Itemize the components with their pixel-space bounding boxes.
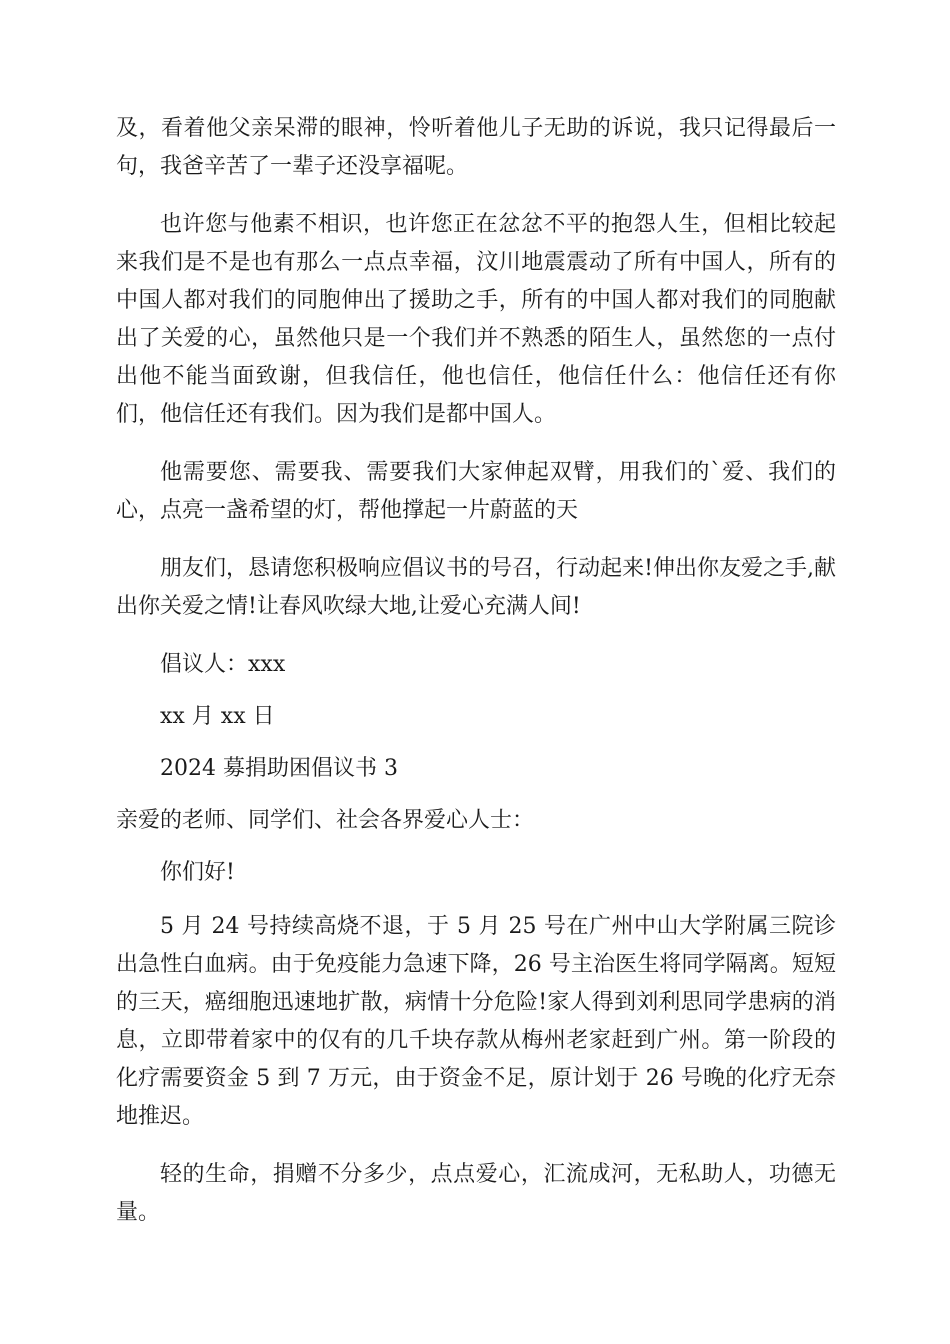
document-page — [116, 110, 836, 1232]
paragraph-sympathy: 也许您与他素不相识，也许您正在忿忿不平的抱怨人生，但相比较起来我们是不是也有那么一点点幸福，汶川地震震动了所有中国人，所有的中国人都对我们的同胞伸出了援助之手，所有的中国人都对我们的同胞献出了关爱的心，虽然他只是一个我们并不熟悉的陌生人，虽然您的一点付出他不能当面致谢，但我信任，他也信任，他信任什么：他信任还有你们，他信任还有我们。因为我们是都中国人。 — [116, 212, 836, 427]
signature-date: xx 月 xx 日 — [160, 704, 275, 729]
paragraph-illness-story: 5 月 24 号持续高烧不退，于 5 月 25 号在广州中山大学附属三院诊出急性白血病。由于免疫能力急速下降，26 号主治医生将同学隔离。短短的三天，癌细胞迅速地扩散，病情十分危险!家人得到刘利思同学患病的消息，立即带着家中的仅有的几千块存款从梅州老家赶到广州。第一阶段的化疗需要资金 5 到 7 万元，由于资金不足，原计划于 26 号晚的化疗无奈地推迟。 — [116, 914, 836, 1129]
section-title: 2024 募捐助困倡议书 3 — [160, 756, 398, 781]
paragraph-continuation: 及，看着他父亲呆滞的眼神，怜听着他儿子无助的诉说，我只记得最后一句，我爸辛苦了一辈子还没享福呢。 — [116, 116, 836, 179]
paragraph-call-to-action: 朋友们，恳请您积极响应倡议书的号召，行动起来!伸出你友爱之手,献出你关爱之情!让春风吹绿大地,让爱心充满人间! — [116, 556, 836, 619]
proposer-signature: 倡议人：xxx — [160, 652, 286, 677]
paragraph-closing: 轻的生命，捐赠不分多少，点点爱心，汇流成河，无私助人，功德无量。 — [116, 1162, 836, 1225]
greeting: 你们好! — [160, 860, 235, 885]
salutation: 亲爱的老师、同学们、社会各界爱心人士： — [116, 808, 535, 833]
paragraph-appeal: 他需要您、需要我、需要我们大家伸起双臂，用我们的`爱、我们的心，点亮一盏希望的灯，帮他撑起一片蔚蓝的天 — [116, 460, 836, 523]
